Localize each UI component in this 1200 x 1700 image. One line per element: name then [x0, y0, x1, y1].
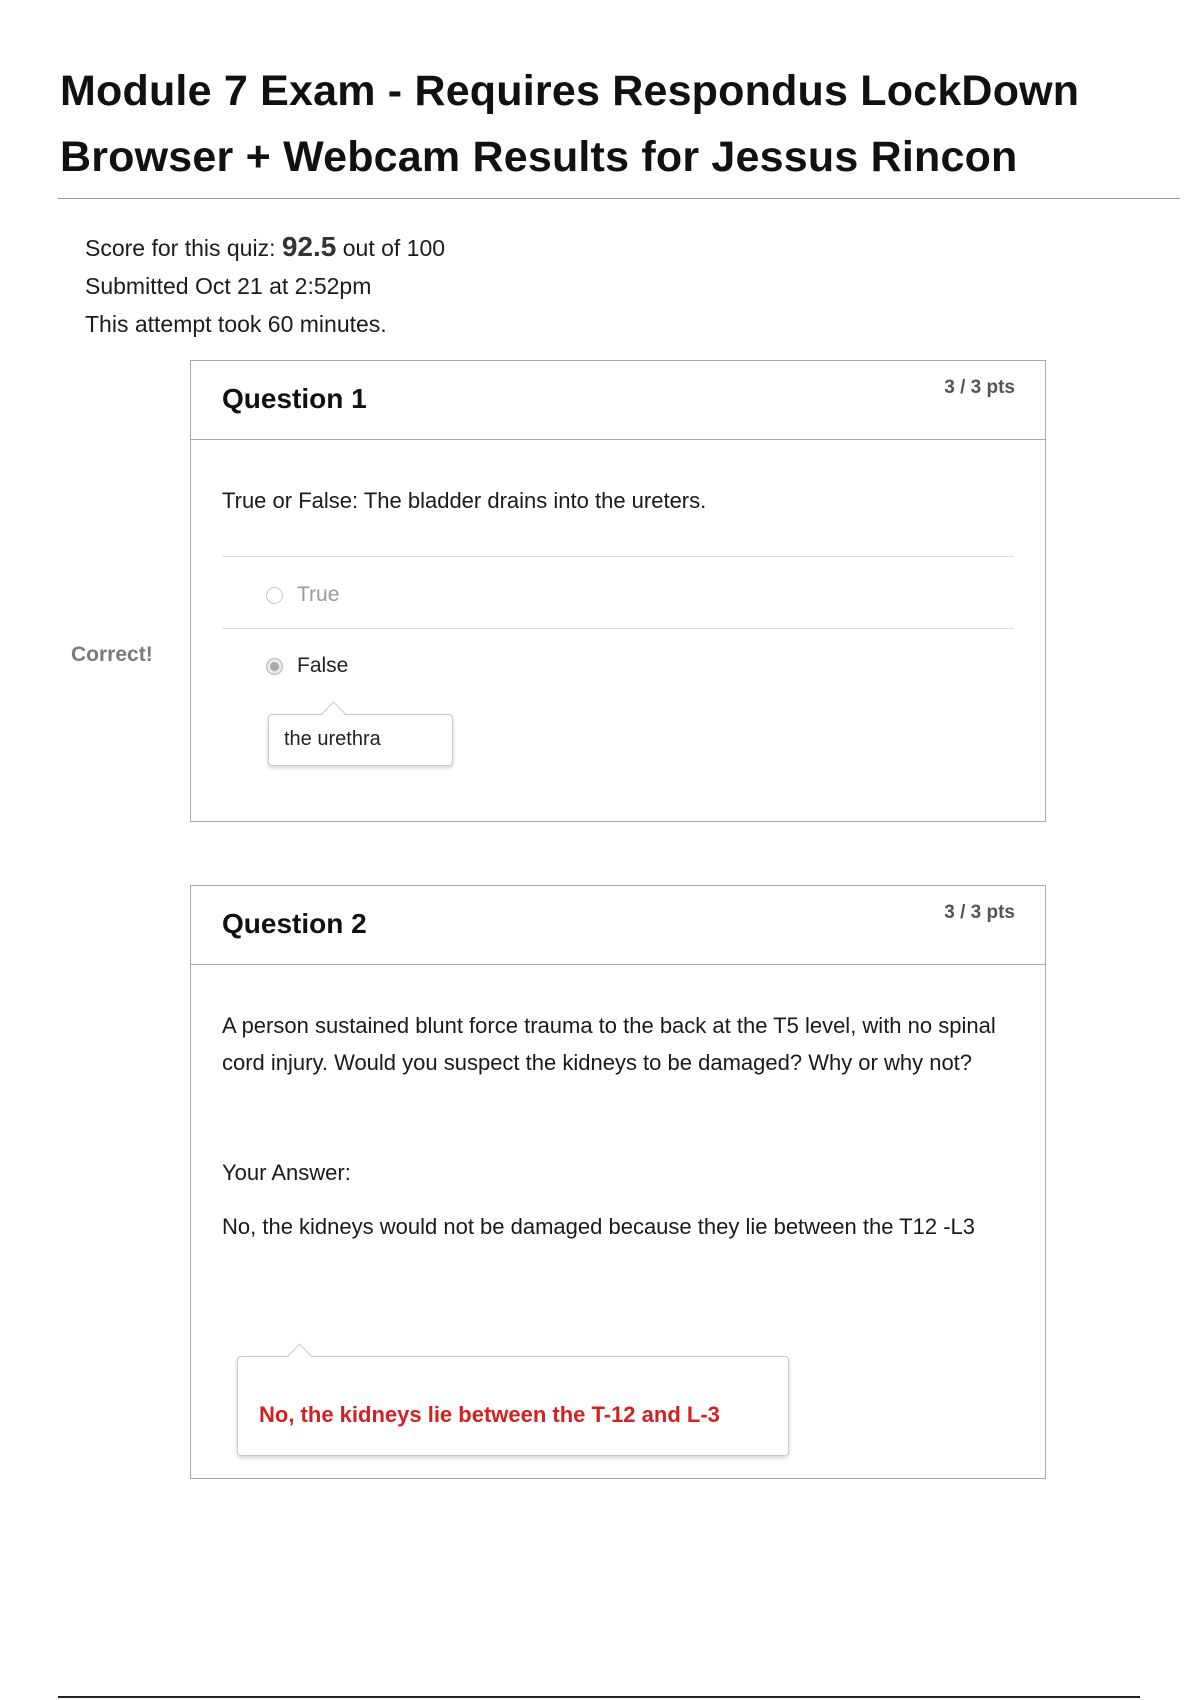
question-header	[191, 361, 1045, 440]
title-divider	[58, 198, 1180, 199]
score-label: Score for this quiz:	[85, 235, 276, 261]
page-bottom-divider	[58, 1696, 1140, 1698]
attempt-duration: This attempt took 60 minutes.	[85, 311, 387, 337]
question-title: Question 1	[222, 383, 367, 414]
score-value: 92.5	[281, 231, 337, 262]
feedback-text: No, the kidneys lie between the T-12 and L-3	[259, 1402, 720, 1427]
answer-option-false[interactable]	[266, 654, 348, 678]
question-card-1	[190, 360, 1046, 822]
answer-label: False	[297, 654, 349, 677]
score-row	[85, 228, 445, 267]
your-answer-text: No, the kidneys would not be damaged because they lie between the T12 -L3	[222, 1214, 975, 1239]
answer-divider	[222, 556, 1014, 557]
answer-comment: the urethra	[284, 728, 381, 750]
question-text: A person sustained blunt force trauma to the back at the T5 level, with no spinal cord injury. Would you suspect the kidneys to be damaged? Why or why not?	[222, 1013, 996, 1075]
question-title: Question 2	[222, 908, 367, 939]
radio-unchecked-icon[interactable]	[266, 587, 283, 604]
quiz-summary	[85, 228, 445, 343]
answer-option-true[interactable]	[266, 583, 339, 607]
question-text: True or False: The bladder drains into the ureters.	[222, 488, 707, 513]
question-header	[191, 886, 1045, 965]
feedback-bubble	[237, 1356, 789, 1456]
submitted-time: Submitted Oct 21 at 2:52pm	[85, 273, 372, 299]
your-answer-label: Your Answer:	[222, 1160, 351, 1185]
answer-comment-bubble	[268, 714, 453, 766]
radio-checked-icon[interactable]	[266, 658, 283, 675]
answer-label: True	[297, 583, 340, 606]
question-points: 3 / 3 pts	[944, 902, 1015, 923]
score-suffix: out of 100	[342, 235, 446, 261]
question-card-2	[190, 885, 1046, 1479]
question-points: 3 / 3 pts	[944, 377, 1015, 398]
correct-answer-flag: Correct!	[71, 643, 153, 666]
answer-divider	[222, 628, 1014, 629]
page-title: Module 7 Exam - Requires Respondus LockDown Browser + Webcam Results for Jessus Rincon	[60, 67, 1080, 181]
